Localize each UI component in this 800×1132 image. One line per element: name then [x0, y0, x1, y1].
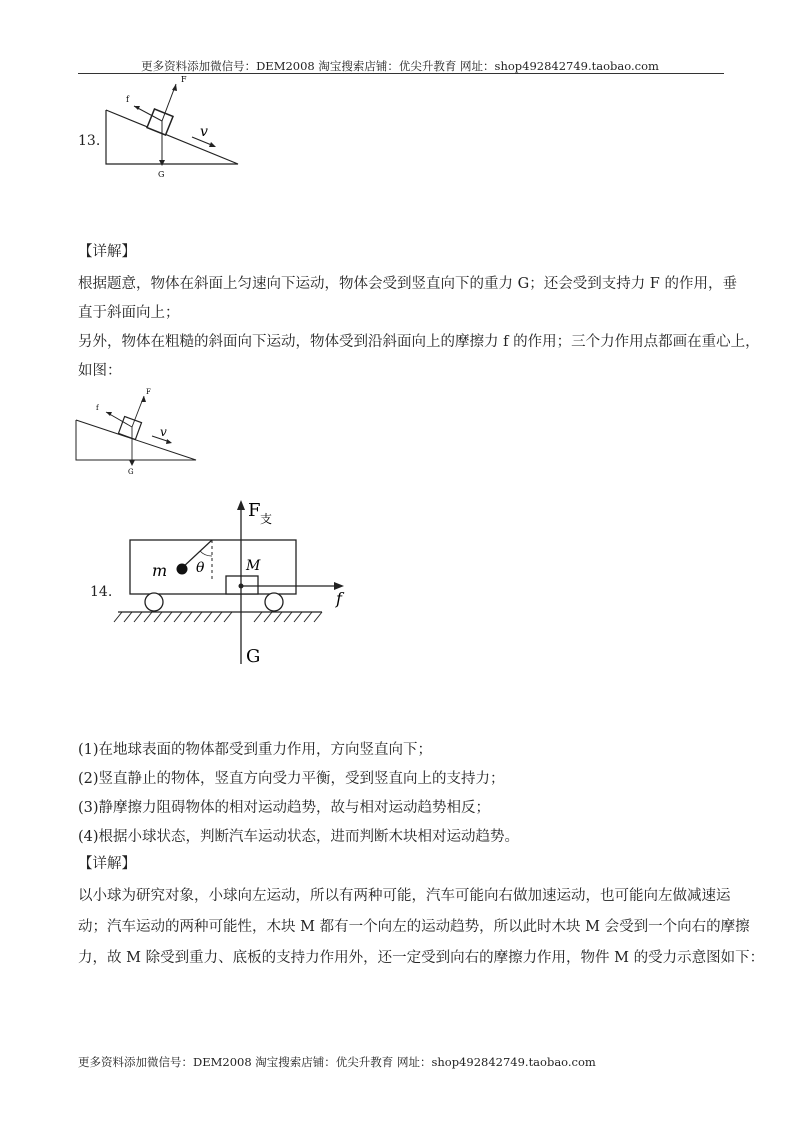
q14-analysis-4: (4)根据小球状态，判断汽车运动状态，进而判断木块相对运动趋势。 — [78, 829, 520, 845]
page-header: 更多资料添加微信号：DEM2008 淘宝搜索店铺：优尖升教育 网址：shop492842749.taobao.com — [141, 59, 659, 73]
q14-detail-title: 【详解】 — [78, 856, 136, 872]
block — [147, 109, 173, 135]
label-G: G — [128, 468, 134, 476]
q14-detail-line-3: 力，故 M 除受到重力、底板的支持力作用外，还一定受到向右的摩擦力作用，物件 M 的受力示意图如下： — [78, 950, 765, 966]
label-F-sub: 支 — [260, 512, 273, 526]
cart-force-diagram — [112, 496, 362, 671]
label-theta: θ — [196, 560, 205, 576]
ball-m — [177, 564, 188, 575]
question-14-number: 14. — [90, 584, 113, 600]
theta-arc — [200, 551, 212, 556]
label-v: v — [160, 425, 167, 439]
q14-detail-line-2: 动；汽车运动的两种可能性，木块 M 都有一个向左的运动趋势，所以此时木块 M 会受到一个向右的摩擦 — [78, 919, 750, 935]
q14-analysis-2: (2)竖直静止的物体，竖直方向受力平衡，受到竖直向上的支持力； — [78, 771, 505, 787]
support-force-arrow — [237, 500, 245, 510]
label-F: F — [248, 500, 261, 521]
ground-hatch — [114, 612, 322, 622]
q13-detail-title: 【详解】 — [78, 244, 136, 260]
label-m: m — [152, 561, 168, 580]
q13-detail-line-3: 另外，物体在粗糙的斜面向下运动，物体受到沿斜面向上的摩擦力 f 的作用；三个力作用点都画在重心上， — [78, 334, 760, 350]
label-F: F — [146, 388, 151, 396]
label-G: G — [246, 646, 261, 667]
q13-detail-line-2: 直于斜面向上； — [78, 305, 180, 321]
incline-force-diagram-2 — [72, 384, 202, 476]
q14-detail-line-1: 以小球为研究对象，小球向左运动，所以有两种可能，汽车可能向右做加速运动，也可能向左做减速运 — [78, 888, 731, 904]
wheel-right — [265, 593, 283, 611]
wheel-left — [145, 593, 163, 611]
label-F: F — [181, 75, 187, 84]
label-f: f — [126, 95, 129, 104]
q14-analysis-1: (1)在地球表面的物体都受到重力作用，方向竖直向下； — [78, 742, 433, 758]
label-f: f — [96, 404, 99, 412]
center-of-mass — [239, 584, 244, 589]
question-13-number: 13. — [78, 133, 101, 149]
q13-detail-line-4: 如图： — [78, 363, 122, 379]
q13-detail-line-1: 根据题意，物体在斜面上匀速向下运动，物体会受到竖直向下的重力 G；还会受到支持力 F 的作用，垂 — [78, 276, 737, 292]
label-G: G — [158, 170, 165, 179]
label-f: f — [336, 589, 342, 608]
label-M: M — [246, 558, 261, 574]
page-footer: 更多资料添加微信号：DEM2008 淘宝搜索店铺：优尖升教育 网址：shop492842749.taobao.com — [78, 1055, 596, 1069]
incline-force-diagram-1 — [96, 74, 246, 179]
block — [118, 416, 141, 439]
label-v: v — [200, 124, 208, 140]
q14-analysis-3: (3)静摩擦力阻碍物体的相对运动趋势，故与相对运动趋势相反； — [78, 800, 491, 816]
